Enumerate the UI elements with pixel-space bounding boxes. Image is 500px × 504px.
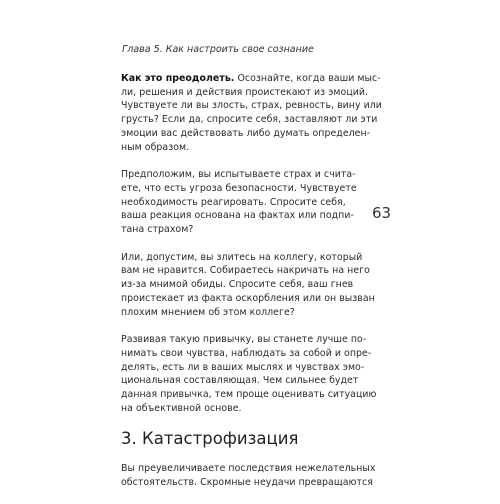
paragraph-line	[121, 72, 381, 86]
paragraph-line: эмоции вас действовать либо думать определен-	[121, 127, 371, 139]
paragraph-line: проистекает из факта оскорбления или он вызван	[121, 292, 375, 304]
paragraph-line: тана страхом?	[121, 224, 194, 236]
paragraph-line: плохим мнением об этом коллеге?	[121, 306, 295, 318]
paragraph-line: данная привычка, тем проще оценивать ситуацию	[121, 389, 377, 401]
paragraph-line: ли, решения и действия проистекают из эмоций.	[121, 86, 369, 98]
paragraph-line: Развивая такую привычку, вы станете лучше по-	[121, 334, 367, 346]
paragraph-line: вам не нравится. Собираетесь накричать на него	[121, 265, 370, 277]
paragraph-line: ете, что есть угроза безопасности. Чувствуете	[121, 182, 357, 194]
paragraph-catastrophizing	[121, 462, 376, 489]
running-head: Глава 5. Как настроить свое сознание	[122, 44, 314, 55]
paragraph-line: грусть? Если да, спросите себя, заставляют ли эти	[121, 114, 378, 126]
paragraph-line: делять, есть ли в ваших мыслях и чувствах эмо-	[121, 361, 365, 373]
paragraph-line: необходимость реагировать. Спросите себя,	[121, 196, 346, 208]
paragraph-overcome	[121, 72, 382, 154]
paragraph-line: ваша реакция основана на фактах или подпи-	[121, 210, 354, 222]
paragraph-line: на объективной основе.	[121, 402, 242, 414]
line-text: Осознайте, когда ваши мыс-	[234, 73, 381, 84]
paragraph-line: Предположим, вы испытываете страх и счита-	[121, 169, 356, 181]
paragraph-line: ным образом.	[121, 141, 190, 153]
lead-in-bold: Как это преодолеть.	[121, 73, 235, 84]
paragraph-habit	[121, 333, 377, 415]
paragraph-line: обстоятельств. Скромные неудачи превращаются	[121, 477, 373, 489]
paragraph-line: нимать свои чувства, наблюдать за собой и опре-	[121, 347, 372, 359]
paragraph-anger	[121, 251, 375, 320]
paragraph-line: Вы преувеличиваете последствия нежелательных	[121, 463, 376, 475]
paragraph-line: из-за мнимой обиды. Спросите себя, ваш гнев	[121, 279, 354, 291]
page-number: 63	[372, 204, 392, 222]
section-heading: 3. Катастрофизация	[121, 429, 299, 449]
paragraph-line: Чувствуете ли вы злость, страх, ревность, вину или	[121, 100, 382, 112]
paragraph-line: Или, допустим, вы злитесь на коллегу, который	[121, 251, 363, 263]
paragraph-fear	[121, 168, 367, 237]
paragraph-line: циональная составляющая. Чем сильнее будет	[121, 375, 359, 387]
